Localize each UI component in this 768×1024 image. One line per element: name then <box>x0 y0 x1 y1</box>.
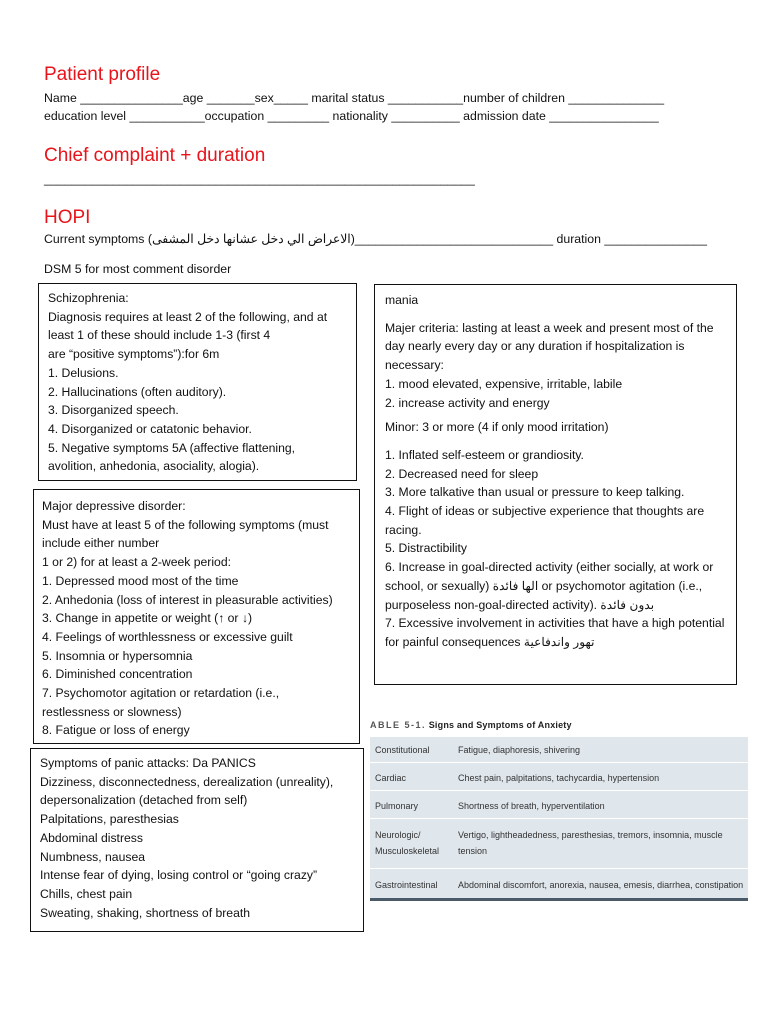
chief-complaint-heading: Chief complaint + duration <box>44 145 266 166</box>
anxiety-category: Gastrointestinal <box>375 880 438 890</box>
mania-minor-item: 3. More talkative than usual or pressure to keep talking. <box>385 485 685 500</box>
mania-minor-item: 1. Inflated self-esteem or grandiosity. <box>385 447 584 462</box>
depression-line: 7. Psychomotor agitation or retardation (i.e., <box>42 686 280 701</box>
panic-line: depersonalization (detached from self) <box>40 793 248 808</box>
anxiety-table-row <box>370 818 748 869</box>
mania-minor-item: 6. Increase in goal-directed activity (either socially, at work or school, or sexually) الها فائدة or psychomotor agitation (i.e., purposeless non-goal-directed activity). بدون فائدة <box>385 560 714 612</box>
anxiety-table-row <box>370 790 748 819</box>
anxiety-table-row <box>370 736 748 763</box>
schizophrenia-line: Schizophrenia: <box>48 291 129 305</box>
schizophrenia-line: 2. Hallucinations (often auditory). <box>48 384 227 399</box>
schizophrenia-line: 4. Disorganized or catatonic behavior. <box>48 421 252 436</box>
anxiety-category: Neurologic/ Musculoskeletal <box>375 830 440 856</box>
panic-line: Sweating, shaking, shortness of breath <box>40 905 251 920</box>
schizophrenia-line: are “positive symptoms”):for 6m <box>48 347 220 362</box>
panic-line: Numbness, nausea <box>40 849 146 864</box>
anxiety-table-caption: Signs and Symptoms of Anxiety <box>428 720 572 730</box>
depression-line: restlessness or slowness) <box>42 704 182 719</box>
panic-line: Palpitations, paresthesias <box>40 812 179 827</box>
depression-line: Must have at least 5 of the following symptoms (must <box>42 517 329 532</box>
panic-line: Dizziness, disconnectedness, derealization (unreality), <box>40 774 334 789</box>
mania-major-criteria: Majer criteria: lasting at least a week and present most of the day nearly every day or any duration if hospitalization is necessary: <box>385 320 714 373</box>
mania-minor-item: 4. Flight of ideas or subjective experience that thoughts are racing. <box>385 504 705 537</box>
anxiety-table-number: ABLE 5-1. <box>370 720 427 730</box>
anxiety-symptoms: Vertigo, lightheadedness, paresthesias, tremors, insomnia, muscle tension <box>458 830 723 856</box>
mania-major-item: 1. mood elevated, expensive, irritable, labile <box>385 376 623 391</box>
mania-minor-item: 5. Distractibility <box>385 541 467 556</box>
panic-box <box>30 748 364 932</box>
panic-line: Abdominal distress <box>40 830 143 845</box>
chief-complaint-line: _______________________________________________________________ <box>44 172 475 186</box>
schizophrenia-line: Diagnosis requires at least 2 of the following, and at <box>48 309 328 324</box>
depression-line: 2. Anhedonia (loss of interest in pleasurable activities) <box>42 592 333 607</box>
depression-line: 8. Fatigue or loss of energy <box>42 723 190 738</box>
mania-minor-item: 2. Decreased need for sleep <box>385 466 539 481</box>
schizophrenia-line: 3. Disorganized speech. <box>48 403 179 418</box>
anxiety-symptoms: Shortness of breath, hyperventilation <box>458 801 605 811</box>
mania-box <box>374 284 737 685</box>
mania-minor-item: 7. Excessive involvement in activities that have a high potential for painful consequences تهور واندفاعية <box>385 616 725 649</box>
schizophrenia-box <box>38 283 357 481</box>
schizophrenia-line: 1. Delusions. <box>48 365 119 380</box>
panic-line: Chills, chest pain <box>40 886 133 901</box>
depression-box <box>33 489 360 744</box>
patient-profile-heading: Patient profile <box>44 64 161 85</box>
anxiety-category: Pulmonary <box>375 801 419 811</box>
depression-line: Major depressive disorder: <box>42 499 186 513</box>
schizophrenia-line: 5. Negative symptoms 5A (affective flattening, <box>48 440 296 455</box>
mania-major-item: 2. increase activity and energy <box>385 395 550 410</box>
current-symptoms-line: Current symptoms (الاعراض الي دخل عشانها دخل المشفى)_____________________________ duration _______________ <box>44 232 707 246</box>
depression-line: 1. Depressed mood most of the time <box>42 573 239 588</box>
anxiety-table-title <box>370 720 572 730</box>
hopi-heading: HOPI <box>44 207 91 228</box>
dsm-note: DSM 5 for most comment disorder <box>44 262 232 276</box>
depression-line: 4. Feelings of worthlessness or excessive guilt <box>42 629 293 644</box>
anxiety-symptoms: Chest pain, palpitations, tachycardia, hypertension <box>458 773 660 783</box>
panic-line: Intense fear of dying, losing control or “going crazy” <box>40 868 318 883</box>
patient-profile-line-1: Name _______________age _______sex_____ marital status ___________number of children ______________ <box>44 91 665 105</box>
schizophrenia-line: least 1 of these should include 1-3 (first 4 <box>48 328 271 343</box>
anxiety-category: Cardiac <box>375 773 407 783</box>
depression-line: 3. Change in appetite or weight (↑ or ↓) <box>42 611 253 626</box>
mania-title: mania <box>385 293 419 307</box>
mania-minor-criteria: Minor: 3 or more (4 if only mood irritation) <box>385 420 609 435</box>
depression-line: 5. Insomnia or hypersomnia <box>42 648 193 663</box>
depression-line: include either number <box>42 536 160 551</box>
schizophrenia-line: avolition, anhedonia, asociality, alogia). <box>48 459 260 474</box>
depression-line: 1 or 2) for at least a 2-week period: <box>42 555 232 570</box>
depression-line: 6. Diminished concentration <box>42 667 193 682</box>
anxiety-table-row <box>370 868 748 899</box>
anxiety-table-row <box>370 762 748 791</box>
anxiety-symptoms: Abdominal discomfort, anorexia, nausea, emesis, diarrhea, constipation <box>458 880 744 890</box>
anxiety-table <box>370 718 748 900</box>
anxiety-table-body <box>370 736 748 901</box>
anxiety-category: Constitutional <box>375 745 430 755</box>
patient-profile-line-2: education level ___________occupation _________ nationality __________ admission date ________________ <box>44 109 659 123</box>
anxiety-symptoms: Fatigue, diaphoresis, shivering <box>458 745 581 755</box>
panic-title: Symptoms of panic attacks: Da PANICS <box>40 756 256 770</box>
